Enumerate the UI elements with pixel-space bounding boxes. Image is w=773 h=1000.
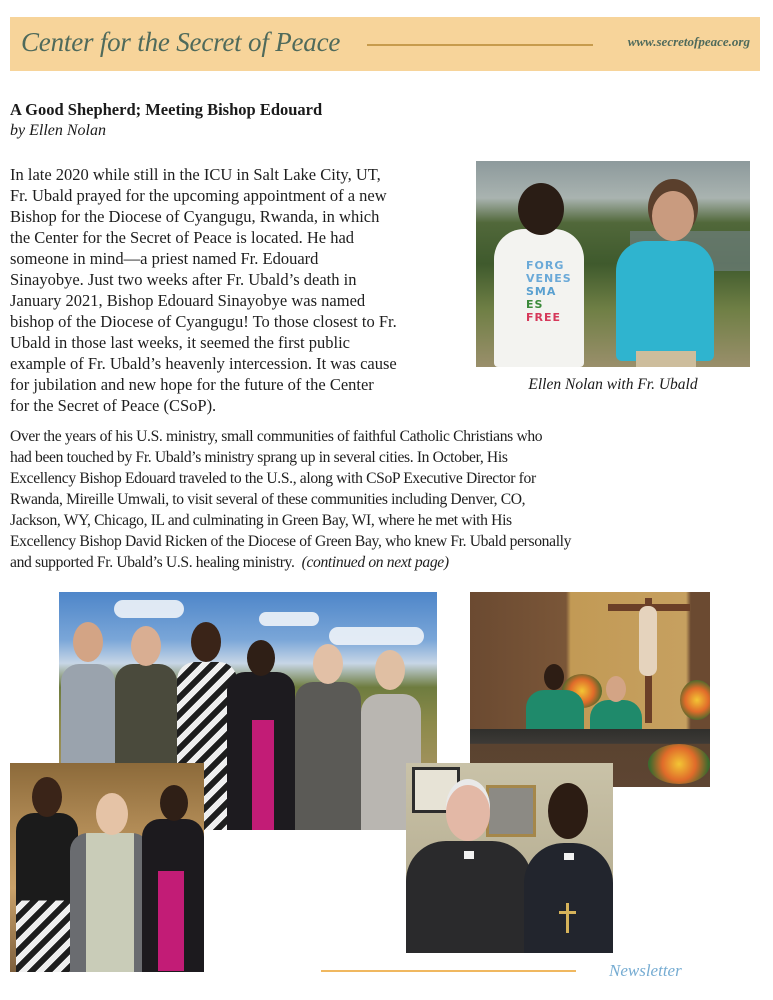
paragraph-line: Ubald in those last weeks, it seemed the first public <box>10 333 351 352</box>
bishop-sash <box>158 871 184 971</box>
paragraph-line: Excellency Bishop David Ricken of the Diocese of Green Bay, who knew Fr. Ubald personally <box>10 533 572 550</box>
figure-head <box>73 622 103 662</box>
pectoral-cross-icon <box>566 903 569 933</box>
figure-head <box>131 626 161 666</box>
figure-head <box>96 793 128 835</box>
figure-ellen-nolan <box>616 241 714 361</box>
photo-altar-mass <box>470 592 710 787</box>
figure-head <box>652 191 694 241</box>
paragraph-line: Over the years of his U.S. ministry, small communities of faithful Catholic Christians who <box>10 428 543 445</box>
figure-head <box>32 777 62 817</box>
paragraph-line: for jubilation and new hope for the future of the Center <box>10 375 374 394</box>
tshirt-line: FORG <box>526 259 565 272</box>
cloud <box>259 612 319 626</box>
clerical-collar <box>464 851 474 859</box>
figure-pants <box>636 351 696 367</box>
paragraph-line: bishop of the Diocese of Cyangugu! To those closest to Fr. <box>10 312 397 331</box>
cloud <box>114 600 184 618</box>
figure-head <box>446 785 490 841</box>
paragraph-line: for the Secret of Peace (CSoP). <box>10 396 217 415</box>
article-byline: by Ellen Nolan <box>10 122 106 139</box>
cloud <box>329 627 424 645</box>
figure-head <box>160 785 188 821</box>
footer-divider <box>321 970 576 972</box>
bishop-sash <box>252 720 274 830</box>
article-paragraph-1 <box>10 164 460 416</box>
figure-head <box>247 640 275 676</box>
paragraph-line: had been touched by Fr. Ubald’s ministry sprang up in several cities. In October, His <box>10 449 508 466</box>
paragraph-line: In late 2020 while still in the ICU in Salt Lake City, UT, <box>10 165 381 184</box>
figure-head <box>375 650 405 690</box>
paragraph-text: and supported Fr. Ubald’s U.S. healing ministry. <box>10 554 295 571</box>
figure-head <box>191 622 221 662</box>
paragraph-line: Bishop for the Diocese of Cyangugu, Rwanda, in which <box>10 207 380 226</box>
footer-newsletter-label: Newsletter <box>609 961 682 980</box>
paragraph-line: January 2021, Bishop Edouard Sinayobye was named <box>10 291 366 310</box>
tshirt-line: ES <box>526 298 544 311</box>
figure-person <box>70 833 150 972</box>
paragraph-line: Sinayobye. Just two weeks after Fr. Ubald’s death in <box>10 270 357 289</box>
pectoral-cross-bar <box>559 911 576 914</box>
paragraph-line: someone in mind—a priest named Fr. Edouard <box>10 249 319 268</box>
figure-priest <box>526 690 584 732</box>
paragraph-line: Rwanda, Mireille Umwali, to visit several of these communities including Denver, CO, <box>10 491 526 508</box>
crucifix-corpus <box>639 606 657 676</box>
paragraph-line-last <box>10 552 765 573</box>
header-divider <box>367 44 593 46</box>
figure-priest <box>590 700 642 732</box>
photo-ellen-with-fr-ubald <box>476 161 750 367</box>
paragraph-line: Jackson, WY, Chicago, IL and culminating in Green Bay, WI, where he met with His <box>10 512 512 529</box>
paragraph-line: Excellency Bishop Edouard traveled to the U.S., along with CSoP Executive Director for <box>10 470 536 487</box>
figure-head <box>606 676 626 702</box>
continued-note: (continued on next page) <box>301 554 449 571</box>
figure-head <box>544 664 564 690</box>
wall-frame <box>486 785 536 837</box>
article-paragraph-2 <box>10 426 765 573</box>
clerical-collar <box>564 853 574 860</box>
photo-two-clergy <box>406 763 613 953</box>
figure-head <box>313 644 343 684</box>
flower-arrangement <box>680 680 710 720</box>
tshirt-line: FREE <box>526 311 562 324</box>
figure-head <box>518 183 564 235</box>
tshirt-text <box>526 259 572 324</box>
header-band <box>10 17 760 71</box>
paragraph-line: Fr. Ubald prayed for the upcoming appointment of a new <box>10 186 387 205</box>
figure-person <box>16 813 78 972</box>
paragraph-line: the Center for the Secret of Peace is located. He had <box>10 228 355 247</box>
figure-person <box>295 682 361 830</box>
tshirt-line: SMA <box>526 285 557 298</box>
photo-indoor-group <box>10 763 204 972</box>
photo-caption: Ellen Nolan with Fr. Ubald <box>528 376 698 393</box>
website-url[interactable]: www.secretofpeace.org <box>627 34 750 49</box>
flower-arrangement <box>648 744 710 784</box>
header-title: Center for the Secret of Peace <box>21 27 341 57</box>
tshirt-line: VENES <box>526 272 572 285</box>
paragraph-line: example of Fr. Ubald’s heavenly intercession. It was cause <box>10 354 397 373</box>
figure-head <box>548 783 588 839</box>
article-title: A Good Shepherd; Meeting Bishop Edouard <box>10 100 323 119</box>
